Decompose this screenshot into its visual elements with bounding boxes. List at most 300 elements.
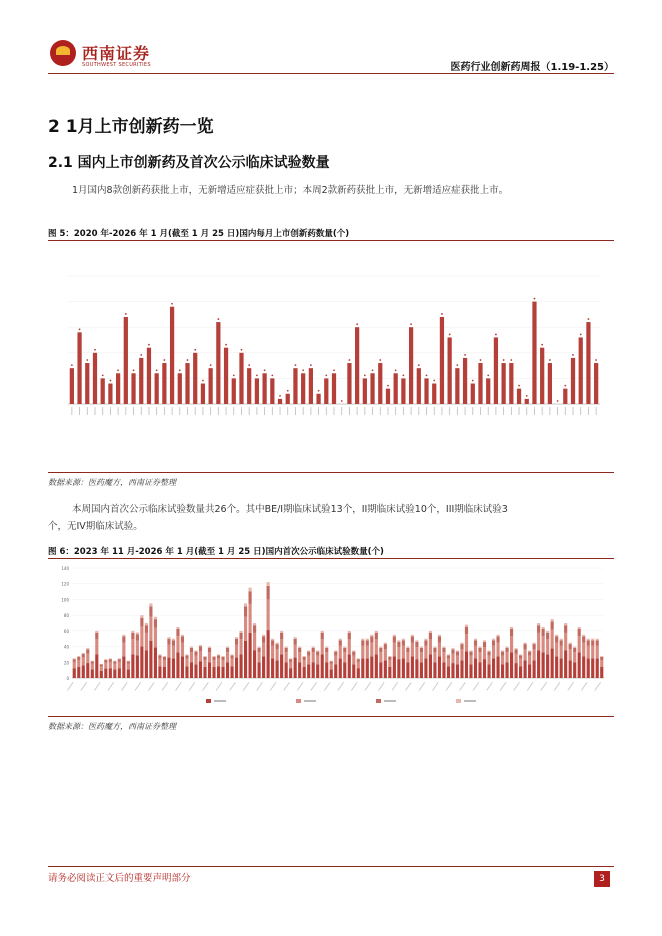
bar-segment [100, 666, 103, 671]
bar-segment [587, 639, 590, 641]
bar-segment [596, 646, 599, 659]
legend-label [384, 700, 396, 702]
x-tick-label [351, 682, 358, 691]
bar-segment [361, 658, 364, 678]
legend-label [214, 700, 226, 702]
bar-segment [167, 658, 170, 678]
bar-segment [496, 656, 499, 678]
x-tick-label [432, 682, 439, 691]
bar-segment [393, 635, 396, 637]
bar-segment [239, 639, 242, 654]
tick-label [596, 407, 597, 415]
bar-segment [483, 647, 486, 659]
bar-segment [267, 599, 270, 630]
bar [209, 368, 213, 404]
data-label [564, 385, 566, 387]
bar-segment [433, 662, 436, 678]
x-tick-label [500, 682, 507, 691]
bar [278, 399, 282, 404]
bar-segment [384, 643, 387, 644]
tick-label [233, 407, 234, 415]
bar-segment [533, 644, 536, 649]
tick-label [326, 407, 327, 415]
bar-segment [199, 645, 202, 646]
x-tick-label [148, 682, 155, 691]
tick-label [318, 407, 319, 415]
bar [440, 317, 444, 404]
bar-segment [366, 646, 369, 659]
bar-segment [253, 651, 256, 679]
bar-segment [366, 640, 369, 646]
bar-segment [348, 654, 351, 678]
bar-segment [524, 649, 527, 660]
bar-segment [95, 639, 98, 654]
bar-segment [208, 662, 211, 678]
x-tick-label [216, 682, 223, 691]
bar-segment [208, 647, 211, 648]
bar-segment [203, 660, 206, 667]
bar [370, 373, 374, 404]
bar-segment [221, 660, 224, 667]
figure-5-title: 图 5：2020 年-2026 年 1 月(截至 1 月 25 日)国内每月上市创新药数量(个) [48, 229, 350, 239]
bar-segment [203, 667, 206, 678]
tick-label [125, 407, 126, 415]
bar-segment [384, 644, 387, 649]
bar-segment [546, 631, 549, 633]
tick-label [549, 407, 550, 415]
bar-segment [420, 647, 423, 648]
bar-segment [451, 663, 454, 678]
bar-segment [357, 658, 360, 659]
bar-segment [393, 643, 396, 657]
bar-segment [95, 633, 98, 640]
data-label [295, 364, 297, 366]
x-tick-label [189, 682, 196, 691]
bar-segment [343, 662, 346, 678]
bar-segment [276, 660, 279, 678]
bar-segment [154, 617, 157, 619]
data-label [163, 359, 165, 361]
tick-label [264, 407, 265, 415]
bar [116, 373, 120, 404]
data-label [349, 359, 351, 361]
tick-label [496, 407, 497, 415]
data-label [156, 369, 158, 371]
bar-segment [578, 629, 581, 636]
tick-label [511, 407, 512, 415]
bar-segment [496, 635, 499, 637]
bar-segment [145, 623, 148, 625]
bar-segment [176, 652, 179, 678]
legend-label [464, 700, 476, 702]
x-tick-label [80, 682, 87, 691]
bar-segment [176, 627, 179, 629]
bar-segment [519, 659, 522, 667]
tick-label [472, 407, 473, 415]
data-label [318, 390, 320, 392]
bar-segment [564, 625, 567, 633]
bar-segment [555, 656, 558, 678]
data-label [418, 364, 420, 366]
bar-segment [122, 637, 125, 643]
bar-segment [140, 615, 143, 618]
x-tick-label [243, 682, 250, 691]
bar-segment [176, 629, 179, 636]
bar-segment [415, 659, 418, 678]
bar-segment [321, 633, 324, 640]
data-label [202, 380, 204, 382]
bar-segment [510, 627, 513, 629]
bar-segment [298, 647, 301, 648]
bar-segment [542, 636, 545, 652]
bar-segment [546, 633, 549, 640]
x-tick-label [202, 682, 209, 691]
bar-segment [370, 637, 373, 643]
data-label [79, 328, 81, 330]
bar [101, 378, 105, 404]
tick-label [542, 407, 543, 415]
bar-segment [118, 662, 121, 668]
data-label [86, 359, 88, 361]
tick-label [295, 407, 296, 415]
bar-segment [483, 659, 486, 678]
bar-segment [158, 655, 161, 658]
bar-segment [406, 648, 409, 652]
bar-segment [334, 664, 337, 678]
bar-segment [82, 653, 85, 654]
tick-label [526, 407, 527, 415]
x-tick-label [554, 682, 561, 691]
bar-segment [438, 643, 441, 657]
bar-segment [149, 641, 152, 678]
bar-segment [411, 656, 414, 678]
bar-segment [86, 663, 89, 678]
bar-segment [321, 654, 324, 678]
bar-segment [402, 658, 405, 678]
bar-segment [118, 668, 121, 678]
bar-segment [447, 659, 450, 667]
bar-segment [334, 652, 337, 656]
x-tick-label [446, 682, 453, 691]
tick-label [71, 407, 72, 415]
bar-segment [596, 640, 599, 646]
bar [563, 389, 567, 404]
bar-segment [185, 659, 188, 667]
bar [286, 394, 290, 404]
bar-segment [460, 643, 463, 644]
bar-segment [537, 623, 540, 625]
x-tick-label [297, 682, 304, 691]
bar-segment [131, 654, 134, 678]
bar-segment [239, 654, 242, 678]
bar-segment [285, 652, 288, 662]
bar-segment [167, 637, 170, 639]
bar-segment [555, 637, 558, 643]
bar-segment [487, 664, 490, 678]
tick-label [341, 407, 342, 415]
bar-segment [325, 652, 328, 662]
bar-segment [280, 639, 283, 654]
bar-segment [361, 646, 364, 659]
bar [502, 363, 506, 404]
bar [108, 384, 112, 404]
bar-segment [483, 642, 486, 647]
bar-segment [420, 648, 423, 652]
y-tick-label: 80 [63, 613, 69, 619]
data-label [287, 390, 289, 392]
bar-segment [406, 652, 409, 662]
bar-segment [285, 648, 288, 652]
bar-segment [127, 661, 130, 662]
bar [355, 327, 359, 404]
tick-label [241, 407, 242, 415]
data-label [518, 385, 520, 387]
bar-segment [190, 662, 193, 678]
data-label [133, 369, 135, 371]
data-label [233, 375, 235, 377]
bar-segment [388, 667, 391, 678]
bar-segment [104, 660, 107, 663]
bar-segment [276, 643, 279, 644]
bar-segment [528, 655, 531, 664]
bar-segment [600, 656, 603, 657]
bar-segment [487, 652, 490, 656]
bar-segment [262, 656, 265, 678]
bar-segment [86, 648, 89, 649]
data-label [241, 349, 243, 351]
data-label [279, 395, 281, 397]
bar-segment [136, 641, 139, 656]
bar-segment [77, 660, 80, 667]
bar-segment [519, 654, 522, 655]
bar-segment [172, 646, 175, 659]
tick-label [388, 407, 389, 415]
bar-segment [267, 582, 270, 586]
data-label [402, 375, 404, 377]
bar-segment [569, 643, 572, 644]
bar [162, 363, 166, 404]
data-label [557, 400, 559, 402]
tick-label [87, 407, 88, 415]
bar-segment [95, 654, 98, 678]
bar-segment [239, 631, 242, 633]
bar-segment [244, 617, 247, 641]
bar-segment [285, 647, 288, 648]
tick-label [141, 407, 142, 415]
bar-segment [136, 655, 139, 678]
bar [432, 384, 436, 404]
bar [255, 378, 259, 404]
bar-segment [77, 667, 80, 678]
bar-segment [330, 669, 333, 678]
tick-label [426, 407, 427, 415]
bar-segment [478, 662, 481, 678]
bar-segment [316, 652, 319, 656]
bar-segment [510, 636, 513, 652]
bar-segment [411, 635, 414, 637]
bar-segment [199, 646, 202, 651]
x-tick-label [392, 682, 399, 691]
bar-segment [406, 647, 409, 648]
bar-segment [127, 664, 130, 670]
bar [309, 368, 313, 404]
bar [178, 373, 182, 404]
bar-segment [226, 648, 229, 652]
bar-segment [91, 661, 94, 662]
data-label [456, 364, 458, 366]
bar-segment [181, 635, 184, 637]
bar-segment [244, 606, 247, 616]
bar [463, 358, 467, 404]
tick-label [411, 407, 412, 415]
bar-segment [258, 662, 261, 678]
data-label [117, 369, 119, 371]
bar-segment [217, 654, 220, 655]
bar [532, 302, 536, 404]
bar-segment [515, 648, 518, 649]
bar-segment [415, 640, 418, 642]
bar [216, 322, 220, 404]
tick-label [573, 407, 574, 415]
data-label [71, 364, 73, 366]
bar-segment [424, 658, 427, 678]
bar-segment [131, 631, 134, 633]
bar-segment [587, 646, 590, 659]
data-label [225, 344, 227, 346]
data-label [480, 359, 482, 361]
x-tick-label [175, 682, 182, 691]
bar-segment [379, 648, 382, 652]
bar-segment [569, 660, 572, 678]
bar-segment [524, 643, 527, 644]
bar-segment [230, 655, 233, 658]
x-tick-label [459, 682, 466, 691]
bar-segment [542, 629, 545, 636]
legend-swatch [456, 699, 461, 703]
bar-segment [316, 651, 319, 652]
bar-segment [397, 640, 400, 642]
bar-segment [375, 633, 378, 640]
bar [478, 363, 482, 404]
bar-segment [316, 655, 319, 664]
bar-segment [82, 654, 85, 658]
bar-segment [104, 659, 107, 660]
tick-label [156, 407, 157, 415]
bar-segment [564, 651, 567, 679]
bar-segment [492, 639, 495, 641]
bar-segment [190, 652, 193, 662]
tick-label [195, 407, 196, 415]
bar-segment [140, 647, 143, 678]
bar-segment [447, 654, 450, 655]
bar-segment [312, 647, 315, 648]
bar [201, 384, 205, 404]
bar-segment [442, 647, 445, 648]
bar-segment [379, 652, 382, 662]
bar [424, 378, 428, 404]
y-tick-label: 120 [61, 581, 69, 587]
bar [586, 322, 590, 404]
bar-segment [591, 640, 594, 646]
bar-segment [519, 666, 522, 678]
bar [185, 363, 189, 404]
section-heading: 2 1月上市创新药一览 [48, 117, 214, 137]
bar-segment [375, 654, 378, 678]
bar-segment [91, 669, 94, 678]
bar-segment [86, 649, 89, 653]
bar-segment [294, 639, 297, 645]
bar-segment [212, 656, 215, 657]
data-label [256, 375, 258, 377]
bar-segment [100, 664, 103, 665]
bar-segment [181, 656, 184, 678]
legend-swatch [376, 699, 381, 703]
data-label [187, 359, 189, 361]
bar-segment [212, 667, 215, 678]
bar-segment [249, 633, 252, 678]
y-tick-label: 60 [63, 628, 69, 634]
bar-segment [361, 639, 364, 641]
bar-segment [262, 637, 265, 643]
bar-segment [258, 648, 261, 652]
bar-segment [469, 651, 472, 652]
data-label [364, 375, 366, 377]
tick-label [287, 407, 288, 415]
bar-segment [267, 630, 270, 678]
bar-segment [591, 646, 594, 659]
tick-label [449, 407, 450, 415]
data-label [588, 318, 590, 320]
bar-segment [524, 644, 527, 649]
data-label [102, 375, 104, 377]
bar-segment [109, 668, 112, 678]
bar-segment [478, 647, 481, 648]
tick-label [187, 407, 188, 415]
bar-segment [154, 619, 157, 628]
bar-segment [73, 662, 76, 668]
bar-segment [483, 640, 486, 642]
bar-segment [537, 633, 540, 651]
bar-segment [357, 662, 360, 668]
bar-segment [533, 660, 536, 678]
bar [571, 358, 575, 404]
bar-segment [465, 627, 468, 634]
bar-segment [469, 655, 472, 664]
tick-label [380, 407, 381, 415]
bar-segment [388, 656, 391, 657]
tick-label [364, 407, 365, 415]
bar-segment [307, 664, 310, 678]
bar-segment [172, 640, 175, 646]
tick-label [349, 407, 350, 415]
bar [509, 363, 513, 404]
bar-segment [136, 634, 139, 640]
bar-segment [145, 633, 148, 651]
bar [347, 363, 351, 404]
bar-segment [334, 655, 337, 664]
x-tick-label [256, 682, 263, 691]
bar [332, 373, 336, 404]
x-tick-label [337, 682, 344, 691]
bar-segment [578, 627, 581, 629]
bar-segment [474, 658, 477, 678]
bar-segment [587, 640, 590, 646]
bar-segment [573, 652, 576, 662]
data-label [248, 364, 250, 366]
bar-segment [447, 655, 450, 658]
bar-segment [433, 647, 436, 648]
bar-segment [118, 659, 121, 662]
